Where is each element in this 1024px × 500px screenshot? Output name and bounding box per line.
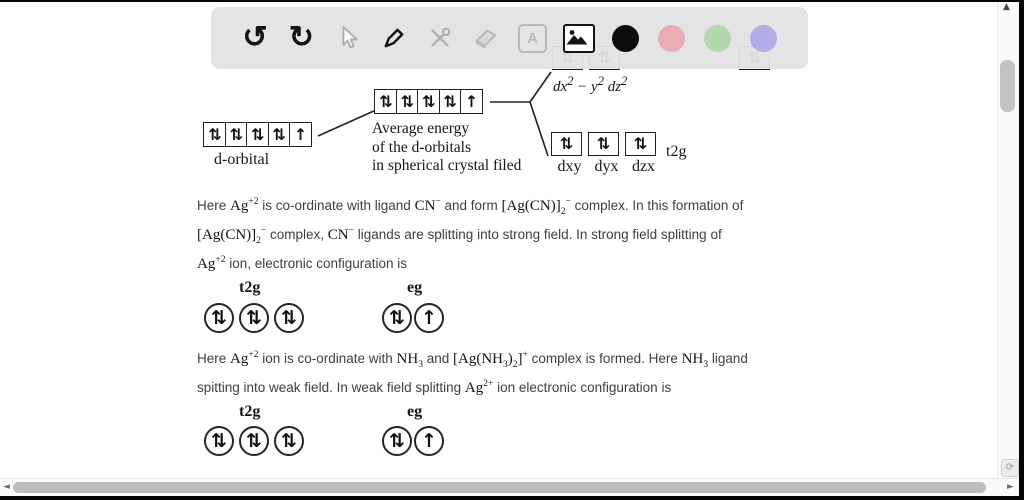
strong-field-eg-label: eg [407, 279, 423, 296]
color-green-button[interactable] [700, 18, 736, 58]
average-energy-caption: Average energy of the d-orbitals in spherical crystal filed [372, 120, 522, 174]
image-icon [563, 24, 595, 53]
d-orbital-row [205, 122, 312, 147]
orbital-circle: ↑ [414, 426, 444, 456]
scroll-up-arrow-icon[interactable]: ▲ [1003, 2, 1010, 12]
d-orbital-label: d-orbital [214, 151, 270, 168]
eg-orbitals-label: $dx^2 - y^2$ $dz^2$ [553, 74, 628, 95]
orbital-tbox: ⇅ [625, 132, 656, 156]
orbital-box: ⇅ [439, 89, 462, 114]
orbital-box: ↑ [289, 122, 312, 147]
tools-button[interactable] [422, 18, 458, 58]
letterbox-bottom [0, 496, 1024, 500]
eraser-tool-button[interactable] [468, 18, 504, 58]
pencil-tool-button[interactable] [376, 18, 412, 58]
paragraph2-line1: Here $Ag^{+2}$ ion is co-ordinate with $NH_3$ and $[Ag(NH_3)_2]^+$ complex is formed. Here $NH_3$ ligand [197, 350, 748, 370]
undo-button[interactable] [237, 18, 273, 58]
cursor-tool-button[interactable] [330, 18, 366, 58]
color-green-swatch [704, 25, 731, 52]
orbital-circle: ⇅ [204, 303, 234, 333]
eraser-icon [472, 24, 500, 52]
orbital-circle: ⇅ [274, 426, 304, 456]
weak-field-eg-label: eg [407, 403, 423, 420]
color-purple-button[interactable] [746, 18, 782, 58]
orbital-circle: ⇅ [274, 303, 304, 333]
orbital-box: ⇅ [374, 89, 397, 114]
orbital-box: ⇅ [396, 89, 419, 114]
orbital-box: ⇅ [246, 122, 269, 147]
orbital-circle: ⇅ [239, 303, 269, 333]
drawing-toolbar [211, 7, 808, 69]
orbital-tbox: ⇅ [551, 132, 582, 156]
strong-field-t2g-orbitals [204, 303, 309, 333]
scroll-right-arrow-icon[interactable]: ► [1007, 482, 1014, 492]
orbital-circle: ⇅ [239, 426, 269, 456]
redo-icon: ↻ [288, 20, 314, 55]
crossed-tools-icon [426, 24, 454, 52]
pencil-icon [380, 24, 408, 52]
color-pink-button[interactable] [653, 18, 689, 58]
letterbox-right [1019, 0, 1024, 500]
orbital-tbox: ⇅ [588, 132, 619, 156]
color-black-button[interactable] [607, 18, 643, 58]
color-pink-swatch [658, 25, 685, 52]
orbital-box: ⇅ [268, 122, 291, 147]
orbital-box: ⇅ [417, 89, 440, 114]
redo-button[interactable] [283, 18, 319, 58]
orbital-circle: ↑ [414, 303, 444, 333]
average-energy-orbital-row [376, 89, 483, 114]
orbital-box: ⇅ [203, 122, 226, 147]
strong-field-t2g-label: t2g [239, 279, 261, 296]
undo-icon: ↺ [242, 20, 268, 55]
strong-field-eg-orbitals [382, 303, 446, 333]
color-purple-swatch [750, 25, 777, 52]
weak-field-t2g-orbitals [204, 426, 309, 456]
horizontal-scrollbar-thumb[interactable] [13, 482, 986, 493]
text-tool-icon [518, 24, 547, 53]
weak-field-t2g-label: t2g [239, 403, 261, 420]
letterbox-top [0, 0, 1024, 2]
scroll-corner-icon: ⟳ [1001, 459, 1019, 477]
paragraph1-line2: $[Ag(CN)]_2^-$ complex, CN− ligands are splitting into strong field. In strong field splitting of [197, 226, 722, 246]
orbital-circle: ⇅ [382, 303, 412, 333]
image-tool-button[interactable] [561, 18, 597, 58]
color-black-swatch [612, 25, 639, 52]
vertical-scrollbar-thumb[interactable] [1000, 60, 1015, 112]
orbital-box: ⇅ [225, 122, 248, 147]
t2g-orbital-boxes [551, 132, 662, 156]
orbital-box: ↑ [460, 89, 483, 114]
weak-field-eg-orbitals [382, 426, 446, 456]
text-tool-label: A [527, 29, 539, 47]
scroll-left-arrow-icon[interactable]: ◄ [3, 482, 10, 492]
t2g-box-labels: dxy dyx dzx [557, 158, 656, 175]
paragraph1-line3: $Ag^{+2}$ ion, electronic configuration is [197, 255, 408, 272]
orbital-circle: ⇅ [382, 426, 412, 456]
paragraph1-line1: Here $Ag^{+2}$ is co-ordinate with ligand CN− and form $[Ag(CN)]_2^-$ complex. In this formation of [197, 197, 744, 217]
text-tool-button[interactable] [515, 18, 551, 58]
cursor-icon [334, 24, 362, 52]
t2g-group-label: t2g [666, 143, 687, 160]
orbital-circle: ⇅ [204, 426, 234, 456]
paragraph2-line2: spitting into weak field. In weak field splitting $Ag^{2+}$ ion electronic configuration is [197, 379, 672, 396]
